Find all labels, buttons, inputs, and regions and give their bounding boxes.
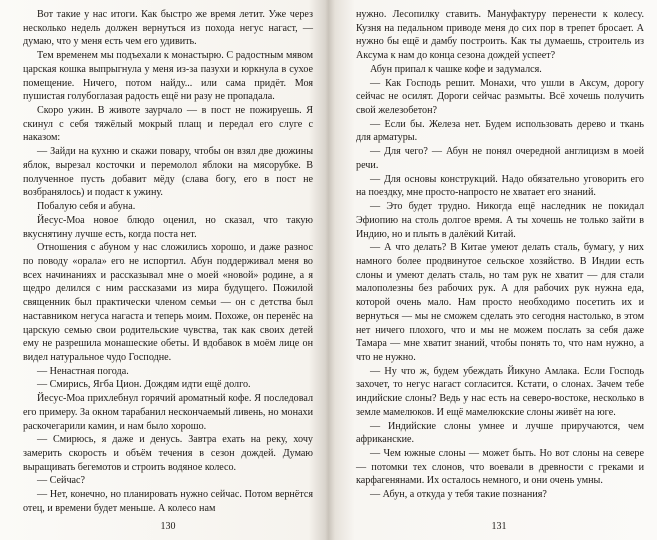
paragraph: — Смирюсь, я даже и денусь. Завтра ехать на реку, хочу замерить скорость и объём течения в сезон дождей. Думаю выращивать бегемотов и строить водяное колесо. [23,434,313,473]
paragraph: — Ну что ж, будем убеждать Йикуно Амлака. Если Господь захочет, то негус нагаст согласится. Кстати, о слонах. Зачем тебе индийские слоны? Ведь у нас есть на северо-востоке, несколько в земле мамелюков. И ещё мамелюкские слоны живёт на юге. [356,365,644,418]
paragraph: — Ненастная погода. [37,365,129,377]
paragraph: — Абун, а откуда у тебя такие познания? [370,489,547,501]
paragraph: — Индийские слоны умнее и лучше приручаются, чем африканские. [356,420,644,446]
right-page-number: 131 [491,521,507,532]
paragraph: — Если бы. Железа нет. Будем использовать дерево и ткань для арматуры. [356,118,644,144]
paragraph: — А что делать? В Китае умеют делать сталь, бумагу, у них намного более продвинутое сельское хозяйство. В Индии есть слоны и умеют делать сталь, но там рук не хватит — для стали малополезны без рабочих рук. А для рабочих рук нужна еда, которой очень мало. Нам просто необходимо посетить их и вернуться — мы не сможем сделать это сегодня настолько, в этом нет ничего плохого, что и мы не можем послать за себя даже Тамара — мне хватит знаний, чтобы понять то, что нам нужно, а что не нужно. [356,242,644,363]
paragraph: Отношения с абуном у нас сложились хорошо, и даже разнос по поводу «орала» его не испортил. Абун поддерживал меня во всех начинаниях и рассказывал мне о моей «новой» родине, а я щедро делился с ним рассказами из мира будущего. Пожилой священник был практически членом семьи — он с детства был наставником негуса нагаста и теперь моим. Похоже, он перенёс на царскую семью свои родительские чувства, так как своих детей ему не разрешила монашеские обеты. И вдобавок в моём лице он видел натуральное чудо Господне. [23,242,313,363]
paragraph: Тем временем мы подъехали к монастырю. С радостным мявом царская кошка выпрыгнула у меня из-за пазухи и юркнула в сухое помещение. Ничего, потом найду... или сама придёт. Моя пушистая голубоглазая радость ещё ни разу не пропадала. [23,50,313,103]
paragraph: — Для чего? — Абун не понял очередной англицизм в моей речи. [356,146,644,171]
paragraph: — Зайди на кухню и скажи повару, чтобы он взял две дюжины яблок, вырезал косточки и перемолол яблоки на мясорубке. В полученное пусть добавит мёду (слава богу, его в пост не возбранялось) и подаст к ужину. [23,146,313,199]
paragraph: — Чем южные слоны — может быть. Но вот слоны на севере — потомки тех слонов, что воевали в древности с греками и карфагенянами. Их осталось немного, и они очень умны. [356,448,644,487]
paragraph: Абун припал к чашке кофе и задумался. [370,63,542,75]
paragraph: — Для основы конструкций. Надо обязательно уговорить его на поездку, мне просто-напросто не хватает его знаний. [356,173,644,199]
paragraph: — Как Господь решит. Монахи, что ушли в Аксум, дорогу сейчас не осилят. Дороги сейчас размыты. Всё хочешь получить свой железобетон? [356,77,644,117]
paragraph: нужно. Лесопилку ставить. Мануфактуру перенести к колесу. Кузня на педальном приводе меня до сих пор в трепет бросает. А нужно бы ещё и дамбу построить. Как ты думаешь, строитель из Аксума к нам до конца сезона дождей успеет? [356,9,644,62]
paragraph: Йесус-Моа новое блюдо оценил, но сказал, что такую вкуснятину лучше есть, когда поста нет. [23,214,313,240]
left-page-number: 130 [160,521,176,532]
right-page [356,8,644,508]
paragraph: Йесус-Моа прихлебнул горячий ароматный кофе. Я последовал его примеру. За окном тарабанил нескончаемый ливень, но монахи раскочегарили камин, и нам было хорошо. [23,393,313,432]
paragraph: Скоро ужин. В животе заурчало — в пост не пожируешь. Я скинул с себя тяжёлый мокрый плащ и передал его слуге с наказом: [23,105,313,144]
left-page [23,8,313,514]
paragraph: — Смирись, Ягба Цион. Дождям идти ещё долго. [37,379,251,391]
paragraph: — Нет, конечно, но планировать нужно сейчас. Потом вернётся отец, и времени будет меньше. А колесо нам [23,489,313,514]
paragraph: Вот такие у нас итоги. Как быстро же время летит. Уже через несколько недель должен вернуться из похода негус нагаст, — думаю, что у меня есть чем его удивить. [23,9,313,48]
paragraph: — Это будет трудно. Никогда ещё наследник не покидал Эфиопию на столь долгое время. А ты хочешь не только зайти в Индию, но и плыть в далёкий Китай. [356,201,644,240]
paragraph: Побалую себя и абуна. [37,201,136,213]
paragraph: — Сейчас? [37,475,86,487]
